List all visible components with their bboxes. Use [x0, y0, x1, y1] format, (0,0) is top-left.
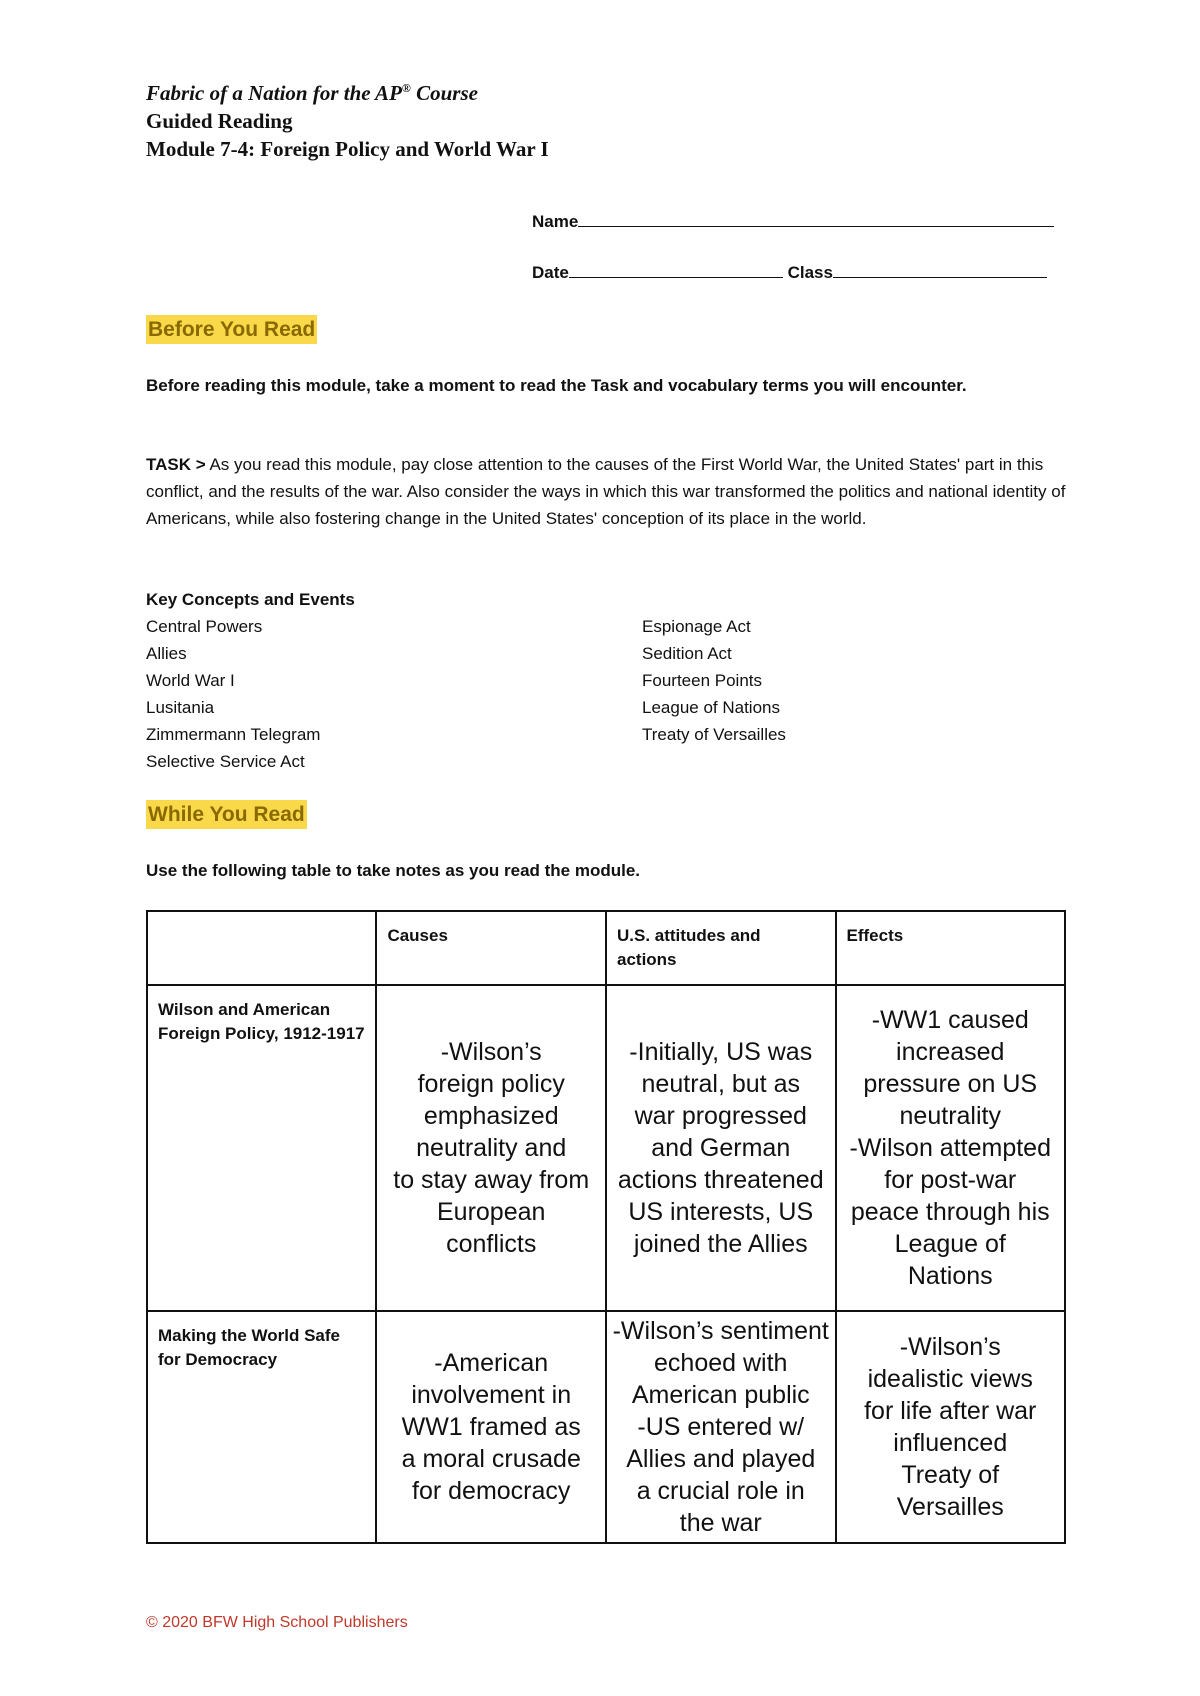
row-label: Wilson and American Foreign Policy, 1912-1917 [147, 985, 376, 1311]
answer-line: Nations [907, 1262, 993, 1290]
concept-item: Lusitania [146, 698, 215, 717]
answer-line: influenced [893, 1429, 1008, 1457]
answer-line: League of [894, 1230, 1006, 1258]
name-blank[interactable] [578, 208, 1054, 227]
answer-line: -US entered w/ [637, 1413, 805, 1441]
answer-line: the war [679, 1509, 762, 1537]
book-title-course: Course [410, 81, 478, 105]
registered-mark: ® [401, 81, 411, 95]
concept-item: League of Nations [642, 698, 780, 717]
class-label: Class [787, 263, 833, 282]
answer-line: neutral, but as [641, 1070, 800, 1098]
answer-line: Treaty of [901, 1461, 1000, 1489]
header-cell-causes: Causes [376, 911, 606, 985]
concept-item: Espionage Act [642, 617, 751, 636]
book-title [146, 74, 549, 107]
answer-cell[interactable] [606, 985, 836, 1311]
concept-item: Zimmermann Telegram [146, 725, 321, 744]
answer-line: pressure on US [863, 1070, 1038, 1098]
date-label: Date [532, 263, 569, 282]
concept-item: Allies [146, 644, 187, 663]
answer-cell[interactable] [376, 1311, 606, 1543]
answer-line: a crucial role in [636, 1477, 805, 1505]
document-header [146, 74, 549, 163]
answer-line: Versailles [896, 1493, 1004, 1521]
class-blank[interactable] [833, 259, 1047, 278]
table-row [147, 985, 1065, 1311]
table-header-row [147, 911, 1065, 985]
concept-item: World War I [146, 671, 235, 690]
answer-cell[interactable] [606, 1311, 836, 1543]
before-intro: Before reading this module, take a moment to read the Task and vocabulary terms you will encounter. [146, 376, 967, 395]
before-you-read-heading: Before You Read [146, 315, 317, 344]
concepts-column-1 [146, 613, 546, 775]
answer-line: idealistic views [867, 1365, 1033, 1393]
answer-line: -Wilson’s [440, 1038, 542, 1066]
answer-line: for post-war [884, 1166, 1017, 1194]
header-cell-attitudes: U.S. attitudes and actions [606, 911, 836, 985]
date-class-field[interactable] [532, 259, 1047, 283]
row-label: Making the World Safe for Democracy [147, 1311, 376, 1543]
header-cell-effects: Effects [836, 911, 1065, 985]
copyright-footer: © 2020 BFW High School Publishers [146, 1614, 408, 1631]
concept-item: Central Powers [146, 617, 263, 636]
answer-line: European [437, 1198, 546, 1226]
key-concepts [146, 586, 786, 775]
task-text: As you read this module, pay close attention to the causes of the First World War, the United States' part in this conflict, and the results of the war. Also consider the ways in which this war transformed the politics and national identity of Americans, while also fostering change in the United States' conception of its place in the world. [146, 455, 1066, 528]
answer-line: for life after war [864, 1397, 1037, 1425]
concept-item: Selective Service Act [146, 752, 305, 771]
header-cell-empty [147, 911, 376, 985]
concept-item: Treaty of Versailles [642, 725, 786, 744]
answer-cell[interactable] [836, 985, 1065, 1311]
task-paragraph [146, 451, 1066, 532]
answer-cell[interactable] [376, 985, 606, 1311]
answer-line: -American [434, 1349, 549, 1377]
guided-reading-label: Guided Reading [146, 109, 293, 133]
while-you-read-heading: While You Read [146, 800, 307, 829]
answer-line: American public [631, 1381, 810, 1409]
answer-line: echoed with [654, 1349, 788, 1377]
answer-line: emphasized [423, 1102, 559, 1130]
answer-line: US interests, US [628, 1198, 814, 1226]
while-intro: Use the following table to take notes as you read the module. [146, 861, 641, 880]
answer-line: -Wilson’s [899, 1333, 1001, 1361]
concept-item: Sedition Act [642, 644, 732, 663]
answer-line: involvement in [411, 1381, 572, 1409]
answer-cell[interactable] [836, 1311, 1065, 1543]
answer-line: Allies and played [626, 1445, 816, 1473]
book-title-text: Fabric of a Nation for the AP [146, 81, 402, 105]
name-field[interactable] [532, 208, 1054, 232]
answer-line: -Wilson attempted [849, 1134, 1051, 1162]
task-label: TASK > [146, 455, 206, 474]
answer-line: to stay away from [393, 1166, 590, 1194]
answer-line: conflicts [446, 1230, 537, 1258]
answer-line: neutrality and [416, 1134, 567, 1162]
answer-line: a moral crusade [401, 1445, 581, 1473]
table-row [147, 1311, 1065, 1543]
notes-table [146, 910, 1066, 1544]
answer-line: war progressed [634, 1102, 807, 1130]
answer-line: neutrality [899, 1102, 1001, 1130]
key-concepts-heading: Key Concepts and Events [146, 590, 355, 609]
answer-line: -WW1 caused [871, 1006, 1029, 1034]
answer-line: foreign policy [417, 1070, 565, 1098]
answer-line: actions threatened [617, 1166, 824, 1194]
answer-line: WW1 framed as [401, 1413, 581, 1441]
concept-item: Fourteen Points [642, 671, 763, 690]
name-label: Name [532, 212, 579, 231]
answer-line: increased [896, 1038, 1005, 1066]
answer-line: -Wilson’s sentiment [612, 1317, 829, 1345]
answer-line: for democracy [412, 1477, 571, 1505]
answer-line: peace through his [850, 1198, 1050, 1226]
module-title: Module 7-4: Foreign Policy and World War I [146, 137, 549, 161]
concepts-column-2 [642, 613, 942, 748]
answer-line: and German [651, 1134, 791, 1162]
answer-line: joined the Allies [633, 1230, 808, 1258]
date-blank[interactable] [569, 259, 783, 278]
answer-line: -Initially, US was [629, 1038, 813, 1066]
